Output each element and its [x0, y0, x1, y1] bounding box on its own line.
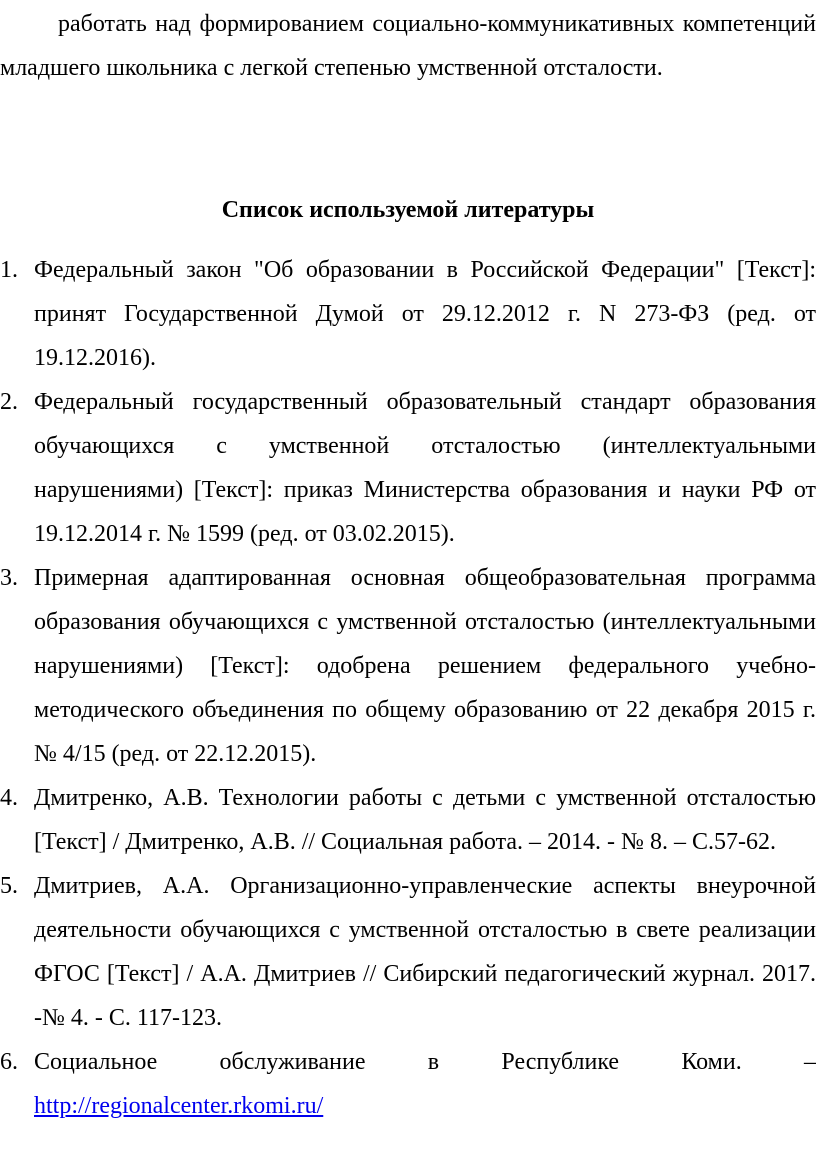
reference-number: 2.	[0, 389, 18, 415]
reference-item	[0, 248, 816, 380]
reference-number: 5.	[0, 873, 18, 899]
reference-item	[0, 776, 816, 864]
reference-text: Федеральный закон "Об образовании в Российской Федерации" [Текст]: принят Государственной Думой от 29.12.2012 г. N 273-ФЗ (ред. от 19.12.2016).	[34, 257, 816, 371]
reference-text: Федеральный государственный образовательный стандарт образования обучающихся с умственной отсталостью (интеллектуальными нарушениями) [Текст]: приказ Министерства образования и науки РФ от 19.12.2014 г. № 1599 (ред. от 03.02.2015).	[34, 389, 816, 547]
reference-item	[0, 1040, 816, 1128]
reference-text-content: Социальное обслуживание в Республике Коми. –	[34, 1049, 816, 1075]
intro-paragraph: работать над формированием социально-коммуникативных компетенций младшего школьника с легкой степенью умственной отсталости.	[0, 11, 816, 81]
reference-number: 6.	[0, 1049, 18, 1075]
reference-text	[34, 1049, 816, 1119]
reference-item	[0, 380, 816, 556]
reference-text: Дмитриев, А.А. Организационно-управленческие аспекты внеурочной деятельности обучающихся с умственной отсталостью в свете реализации ФГОС [Текст] / А.А. Дмитриев // Сибирский педагогический журнал. 2017. -№ 4. - С. 117-123.	[34, 873, 816, 1031]
regional-center-link[interactable]: http://regionalcenter.rkomi.ru/	[34, 1093, 324, 1119]
reference-number: 1.	[0, 257, 18, 283]
reference-item	[0, 556, 816, 776]
reference-text: Примерная адаптированная основная общеобразовательная программа образования обучающихся с умственной отсталостью (интеллектуальными нарушениями) [Текст]: одобрена решением федерального учебно-методического объединения по общему образованию от 22 декабря 2015 г. № 4/15 (ред. от 22.12.2015).	[34, 565, 816, 767]
reference-number: 4.	[0, 785, 18, 811]
reference-number: 3.	[0, 565, 18, 591]
reference-text: Дмитренко, А.В. Технологии работы с детьми с умственной отсталостью [Текст] / Дмитренко, А.В. // Социальная работа. – 2014. - № 8. – С.57-62.	[34, 785, 816, 855]
reference-item	[0, 864, 816, 1040]
bibliography-heading: Список используемой литературы	[221, 197, 595, 223]
reference-list	[0, 248, 816, 1128]
